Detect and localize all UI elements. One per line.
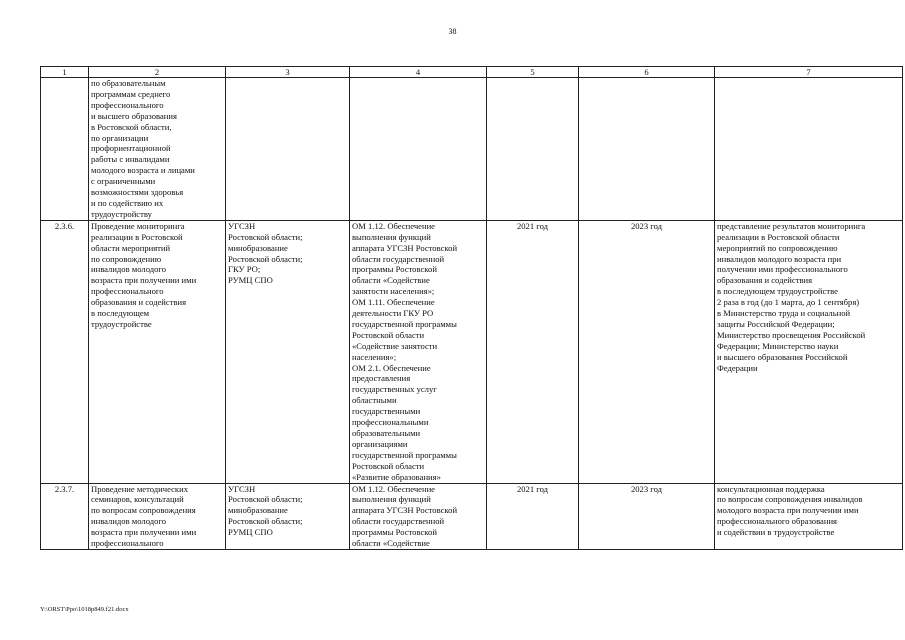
cell-programs: ОМ 1.12. Обеспечение выполнения функций аппарата УГСЗН Ростовской области государственной программы Ростовской области «Содействие	[350, 483, 487, 549]
cell-num: 2.3.7.	[41, 483, 89, 549]
page-number: 38	[448, 27, 457, 36]
cell-end	[579, 78, 715, 221]
cell-start: 2021 год	[487, 483, 579, 549]
cell-result: консультационная поддержка по вопросам сопровождения инвалидов молодого возраста при получении ими профессионального образования и содействии в трудоустройстве	[715, 483, 903, 549]
cell-result	[715, 78, 903, 221]
cell-num: 2.3.6.	[41, 220, 89, 483]
table-row	[41, 483, 903, 549]
cell-start: 2021 год	[487, 220, 579, 483]
cell-executors: УГСЗН Ростовской области; минобразование Ростовской области; РУМЦ СПО	[226, 483, 350, 549]
col-header-3: 3	[226, 67, 350, 78]
col-header-6: 6	[579, 67, 715, 78]
table-row	[41, 220, 903, 483]
cell-start	[487, 78, 579, 221]
col-header-7: 7	[715, 67, 903, 78]
cell-event: Проведение методических семинаров, консультаций по вопросам сопровождения инвалидов молодого возраста при получении ими профессионального	[89, 483, 226, 549]
cell-end: 2023 год	[579, 483, 715, 549]
footer-file-path: Y:\ORST\Ppo\1018p849.f21.docx	[40, 606, 129, 613]
col-header-4: 4	[350, 67, 487, 78]
cell-event: по образовательным программам среднего профессионального и высшего образования в Ростовской области, по организации профориентационной работы с инвалидами молодого возраста и лицами с ограниченными возможностями здоровья и по содействию их трудоустройству	[89, 78, 226, 221]
cell-end: 2023 год	[579, 220, 715, 483]
cell-result: представление результатов мониторинга реализации в Ростовской области мероприятий по сопровождению инвалидов молодого возраста при получении ими профессионального образования и содействия в последующем трудоустройстве 2 раза в год (до 1 марта, до 1 сентября) в Министерство труда и социальной защиты Российской Федерации; Министерство просвещения Российской Федерации; Министерство науки и высшего образования Российской Федерации	[715, 220, 903, 483]
col-header-2: 2	[89, 67, 226, 78]
cell-num	[41, 78, 89, 221]
cell-programs	[350, 78, 487, 221]
column-number-row	[41, 67, 903, 78]
table-row-continuation	[41, 78, 903, 221]
cell-event: Проведение мониторинга реализации в Ростовской области мероприятий по сопровождению инвалидов молодого возраста при получении ими профессионального образования и содействия в последующем трудоустройстве	[89, 220, 226, 483]
cell-executors	[226, 78, 350, 221]
col-header-1: 1	[41, 67, 89, 78]
measures-table	[40, 66, 903, 550]
col-header-5: 5	[487, 67, 579, 78]
cell-programs: ОМ 1.12. Обеспечение выполнения функций аппарата УГСЗН Ростовской области государственной программы Ростовской области «Содействие занятости населения»; ОМ 1.11. Обеспечение деятельности ГКУ РО государственной программы Ростовской области «Содействие занятости населения»; ОМ 2.1. Обеспечение предоставления государственных услуг областными государственными профессиональными образовательными организациями государственной программы Ростовской области «Развитие образования»	[350, 220, 487, 483]
cell-executors: УГСЗН Ростовской области; минобразование Ростовской области; ГКУ РО; РУМЦ СПО	[226, 220, 350, 483]
